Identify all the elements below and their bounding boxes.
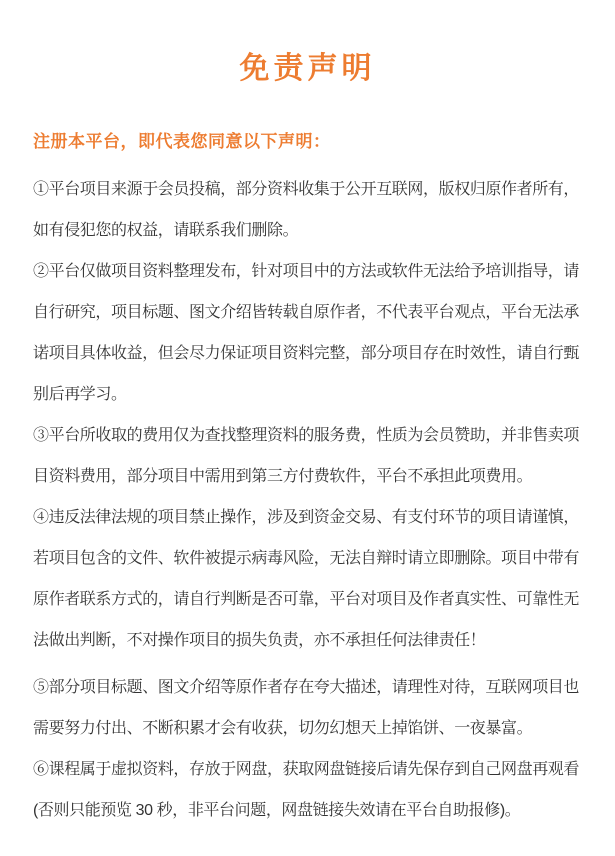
disclaimer-line-13: ⑤部分项目标题、图文介绍等原作者存在夸大描述，请理性对待，互联网项目也 bbox=[33, 679, 580, 696]
agreement-notice: 注册本平台，即代表您同意以下声明： bbox=[33, 132, 331, 151]
disclaimer-line-3: ②平台仅做项目资料整理发布，针对项目中的方法或软件无法给予培训指导，请 bbox=[33, 263, 580, 280]
disclaimer-line-14: 需要努力付出、不断积累才会有收获，切勿幻想天上掉馅饼、一夜暴富。 bbox=[33, 720, 533, 737]
page-title: 免责声明 bbox=[239, 52, 376, 85]
disclaimer-line-6: 别后再学习。 bbox=[33, 386, 127, 403]
disclaimer-line-15: ⑥课程属于虚拟资料，存放于网盘，获取网盘链接后请先保存到自己网盘再观看 bbox=[33, 761, 580, 778]
disclaimer-line-9: ④违反法律法规的项目禁止操作，涉及到资金交易、有支付环节的项目请谨慎， bbox=[33, 509, 580, 526]
disclaimer-line-8: 目资料费用，部分项目中需用到第三方付费软件，平台不承担此项费用。 bbox=[33, 468, 533, 485]
disclaimer-line-5: 诺项目具体收益，但会尽力保证项目资料完整，部分项目存在时效性，请自行甄 bbox=[33, 345, 580, 362]
disclaimer-line-2: 如有侵犯您的权益，请联系我们删除。 bbox=[33, 222, 299, 239]
disclaimer-body bbox=[33, 169, 583, 831]
disclaimer-line-16: (否则只能预览 30 秒，非平台问题，网盘链接失效请在平台自助报修)。 bbox=[33, 802, 521, 819]
disclaimer-line-12: 法做出判断，不对操作项目的损失负责，亦不承担任何法律责任！ bbox=[33, 632, 486, 649]
disclaimer-line-4: 自行研究，项目标题、图文介绍皆转载自原作者，不代表平台观点，平台无法承 bbox=[33, 304, 580, 321]
disclaimer-line-1: ①平台项目来源于会员投稿，部分资料收集于公开互联网，版权归原作者所有， bbox=[33, 181, 580, 198]
disclaimer-line-11: 原作者联系方式的，请自行判断是否可靠，平台对项目及作者真实性、可靠性无 bbox=[33, 591, 580, 608]
disclaimer-line-7: ③平台所收取的费用仅为查找整理资料的服务费，性质为会员赞助，并非售卖项 bbox=[33, 427, 580, 444]
disclaimer-line-10: 若项目包含的文件、软件被提示病毒风险，无法自辩时请立即删除。项目中带有 bbox=[33, 550, 580, 567]
